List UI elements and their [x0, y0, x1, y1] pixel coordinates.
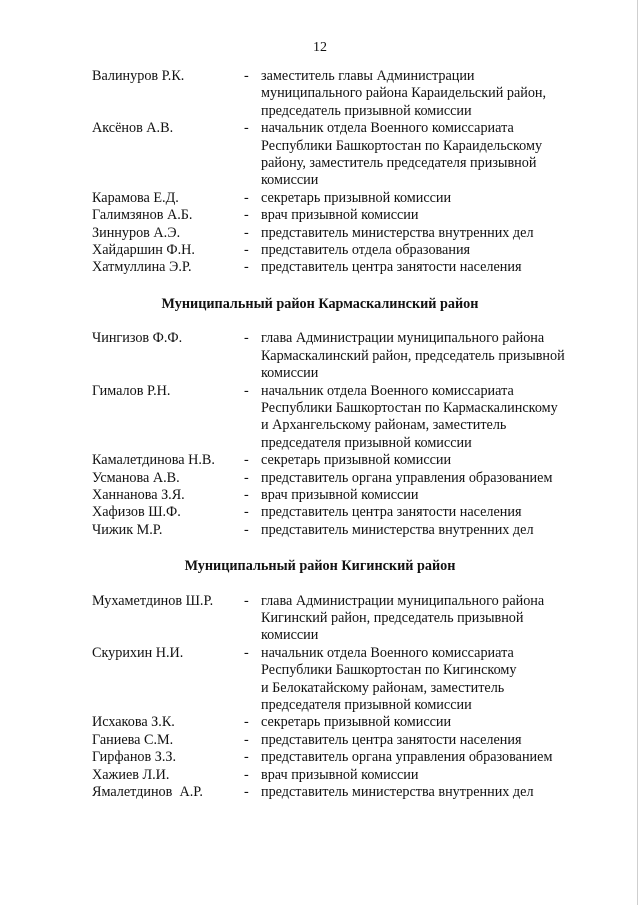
- member-role: представитель министерства внутренних дел: [261, 521, 534, 538]
- member-name: Галимзянов А.Б.: [92, 207, 193, 224]
- list-item: [92, 470, 612, 487]
- block-kiginsky: [92, 593, 612, 802]
- member-role: глава Администрации муниципального района Кармаскалинский район, председатель призывной комиссии: [261, 330, 565, 382]
- member-role: представитель центра занятости населения: [261, 731, 522, 748]
- dash-separator: -: [244, 749, 249, 766]
- list-item: [92, 767, 612, 784]
- member-role: начальник отдела Военного комиссариата Республики Башкортостан по Кигинскому и Белокатайскому районам, заместитель председателя призывной комиссии: [261, 644, 517, 713]
- list-item: [92, 383, 612, 453]
- list-item: [92, 225, 612, 242]
- list-item: [92, 784, 612, 801]
- member-role: начальник отдела Военного комиссариата Республики Башкортостан по Кармаскалинскому и Архангельскому районам, заместитель председателя призывной комиссии: [261, 382, 558, 451]
- list-item: [92, 504, 612, 521]
- member-name: Карамова Е.Д.: [92, 189, 179, 206]
- member-name: Зиннуров А.Э.: [92, 224, 181, 241]
- dash-separator: -: [244, 224, 249, 241]
- dash-separator: -: [244, 330, 249, 347]
- member-name: Усманова А.В.: [92, 469, 180, 486]
- list-item: [92, 452, 612, 469]
- member-name: Мухаметдинов Ш.Р.: [92, 592, 214, 609]
- member-role: представитель министерства внутренних дел: [261, 784, 534, 801]
- member-name: Хафизов Ш.Ф.: [92, 504, 181, 521]
- list-item: [92, 593, 612, 645]
- member-name: Аксёнов А.В.: [92, 120, 174, 137]
- list-item: [92, 522, 612, 539]
- dash-separator: -: [244, 644, 249, 661]
- member-role: врач призывной комиссии: [261, 766, 419, 783]
- member-name: Ямалетдинов А.Р.: [92, 784, 203, 801]
- list-item: [92, 732, 612, 749]
- list-item: [92, 68, 612, 120]
- section-title-karmaskaly: Муниципальный район Кармаскалинский район: [161, 295, 479, 312]
- commission-list: [92, 68, 612, 801]
- list-item: [92, 487, 612, 504]
- member-name: Ханнанова З.Я.: [92, 486, 185, 503]
- dash-separator: -: [244, 68, 249, 84]
- member-role: глава Администрации муниципального района Кигинский район, председатель призывной комиссии: [261, 592, 545, 644]
- member-name: Гирфанов З.З.: [92, 749, 177, 766]
- member-role: представитель министерства внутренних дел: [261, 224, 534, 241]
- member-name: Валинуров Р.К.: [92, 68, 185, 84]
- list-item: [92, 645, 612, 715]
- member-role: секретарь призывной комиссии: [261, 714, 452, 731]
- block-karaidel: [92, 68, 612, 277]
- dash-separator: -: [244, 486, 249, 503]
- dash-separator: -: [244, 242, 249, 259]
- dash-separator: -: [244, 259, 249, 276]
- dash-separator: -: [244, 207, 249, 224]
- dash-separator: -: [244, 189, 249, 206]
- section-title-kiginsky: Муниципальный район Кигинский район: [184, 558, 456, 575]
- dash-separator: -: [244, 521, 249, 538]
- member-role: представитель центра занятости населения: [261, 259, 522, 276]
- member-role: начальник отдела Военного комиссариата Республики Башкортостан по Караидельскому району, заместитель председателя призывной комиссии: [261, 120, 543, 189]
- member-role: представитель отдела образования: [261, 242, 471, 259]
- member-role: представитель органа управления образованием: [261, 749, 553, 766]
- list-item: [92, 207, 612, 224]
- member-name: Хажиев Л.И.: [92, 766, 170, 783]
- list-item: [92, 190, 612, 207]
- dash-separator: -: [244, 784, 249, 801]
- member-name: Хайдаршин Ф.Н.: [92, 242, 195, 259]
- member-role: секретарь призывной комиссии: [261, 189, 452, 206]
- member-name: Гималов Р.Н.: [92, 382, 171, 399]
- list-item: [92, 749, 612, 766]
- block-karmaskaly: [92, 330, 612, 539]
- member-name: Камалетдинова Н.В.: [92, 452, 215, 469]
- member-role: представитель органа управления образованием: [261, 469, 553, 486]
- list-item: [92, 330, 612, 382]
- dash-separator: -: [244, 731, 249, 748]
- dash-separator: -: [244, 504, 249, 521]
- member-name: Скурихин Н.И.: [92, 644, 184, 661]
- member-name: Ганиева С.М.: [92, 731, 174, 748]
- dash-separator: -: [244, 382, 249, 399]
- list-item: [92, 242, 612, 259]
- list-item: [92, 714, 612, 731]
- member-name: Хатмуллина Э.Р.: [92, 259, 192, 276]
- scan-edge-line: [637, 0, 638, 905]
- dash-separator: -: [244, 592, 249, 609]
- dash-separator: -: [244, 452, 249, 469]
- member-role: заместитель главы Администрации муниципального района Караидельский район, председатель призывной комиссии: [261, 68, 547, 119]
- member-role: секретарь призывной комиссии: [261, 452, 452, 469]
- member-role: врач призывной комиссии: [261, 207, 419, 224]
- member-name: Чингизов Ф.Ф.: [92, 330, 183, 347]
- member-name: Чижик М.Р.: [92, 521, 163, 538]
- dash-separator: -: [244, 469, 249, 486]
- page-number: 12: [313, 40, 327, 55]
- member-name: Исхакова З.К.: [92, 714, 175, 731]
- member-role: врач призывной комиссии: [261, 486, 419, 503]
- list-item: [92, 120, 612, 190]
- member-role: представитель центра занятости населения: [261, 504, 522, 521]
- dash-separator: -: [244, 714, 249, 731]
- list-item: [92, 259, 612, 276]
- dash-separator: -: [244, 766, 249, 783]
- dash-separator: -: [244, 120, 249, 137]
